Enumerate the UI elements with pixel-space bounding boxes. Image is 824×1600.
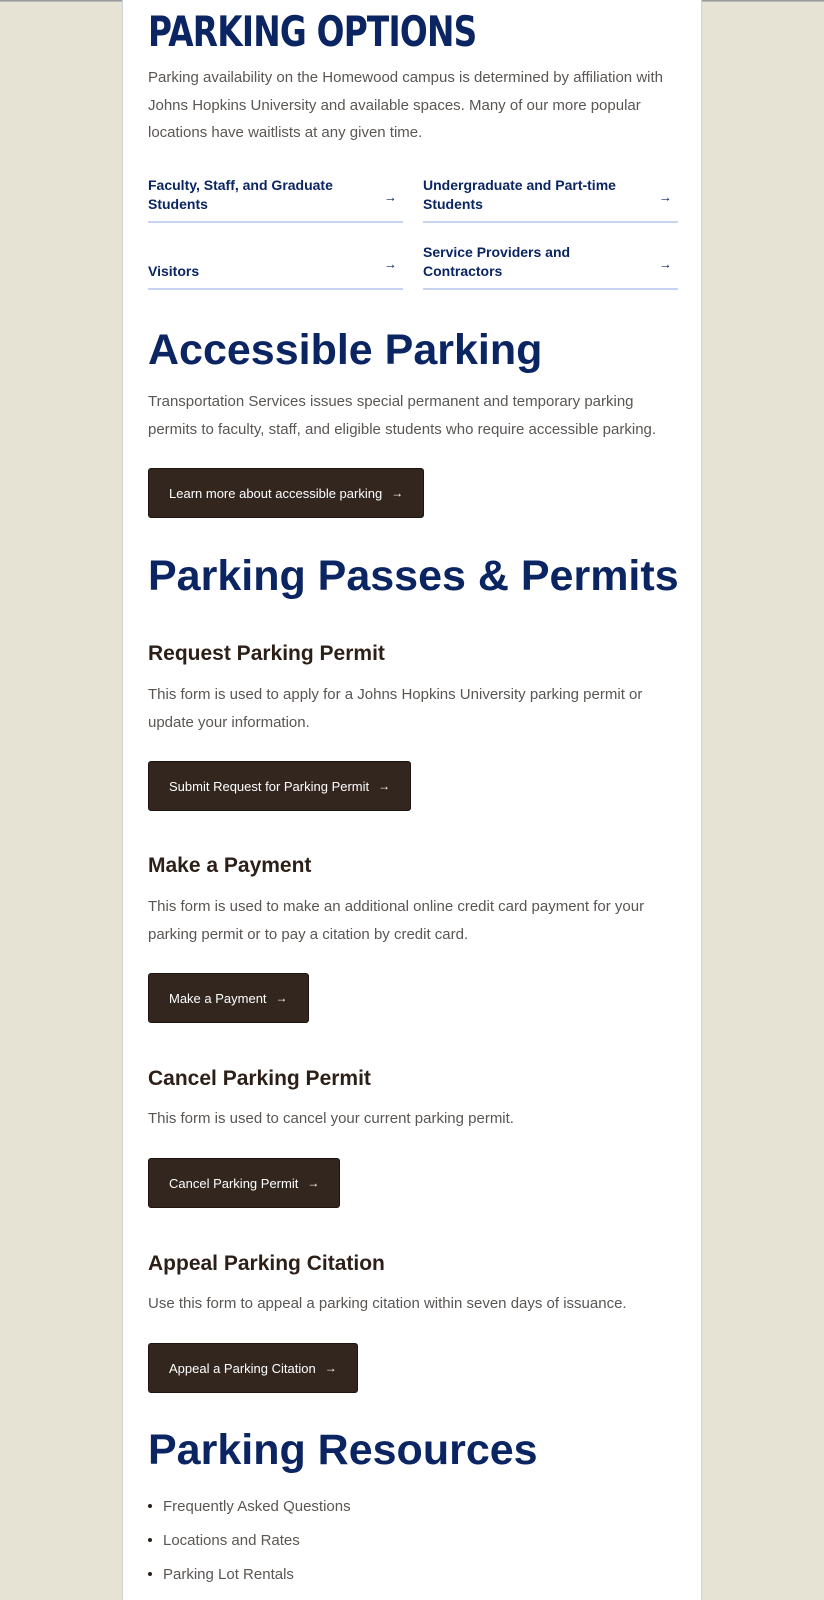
lot-rentals-link[interactable]: Parking Lot Rentals: [163, 1566, 294, 1583]
make-payment-button[interactable]: [148, 973, 309, 1023]
resources-list: [148, 1497, 351, 1599]
faq-link[interactable]: Frequently Asked Questions: [163, 1498, 351, 1515]
link-label: Service Providers and Contractors: [423, 244, 571, 279]
parking-resources-heading: Parking Resources: [148, 1426, 538, 1474]
make-payment-heading: Make a Payment: [148, 854, 312, 877]
locations-rates-link[interactable]: Locations and Rates: [163, 1532, 300, 1549]
link-undergraduate-part-time[interactable]: [423, 173, 678, 223]
parking-options-title: PARKING OPTIONS: [148, 7, 477, 56]
parking-passes-heading: Parking Passes & Permits: [148, 552, 679, 600]
bullet-icon: [148, 1538, 152, 1542]
make-payment-text: This form is used to make an additional online credit card payment for your parking permit or to pay a citation by credit card.: [148, 898, 645, 943]
button-label: Appeal a Parking Citation: [169, 1360, 316, 1376]
button-label: Submit Request for Parking Permit: [169, 778, 370, 794]
accessible-parking-heading: Accessible Parking: [148, 326, 543, 374]
bullet-icon: [148, 1572, 152, 1576]
cancel-permit-heading: Cancel Parking Permit: [148, 1067, 371, 1090]
accessible-parking-text: Transportation Services issues special permanent and temporary parking permits to faculty, staff, and eligible students who require accessible parking.: [148, 393, 657, 438]
list-item: [148, 1565, 351, 1599]
arrow-right-icon: →: [391, 486, 404, 500]
appeal-citation-button[interactable]: [148, 1343, 358, 1393]
list-item: [148, 1531, 351, 1565]
button-label: Learn more about accessible parking: [169, 485, 383, 501]
button-label: Cancel Parking Permit: [169, 1175, 299, 1191]
request-permit-heading: Request Parking Permit: [148, 642, 385, 665]
link-label: Undergraduate and Part-time Students: [423, 177, 616, 212]
bullet-icon: [148, 1504, 152, 1508]
link-label: Faculty, Staff, and Graduate Students: [148, 177, 333, 212]
link-faculty-staff-graduate[interactable]: [148, 173, 403, 223]
arrow-right-icon: →: [384, 189, 397, 205]
arrow-right-icon: →: [378, 779, 391, 793]
arrow-right-icon: →: [659, 256, 672, 272]
arrow-right-icon: →: [384, 256, 397, 272]
content-panel: [122, 0, 702, 1600]
cancel-permit-button[interactable]: [148, 1158, 340, 1208]
link-visitors[interactable]: [148, 240, 403, 290]
request-permit-text: This form is used to apply for a Johns Hopkins University parking permit or update your information.: [148, 686, 643, 731]
arrow-right-icon: →: [275, 991, 288, 1005]
arrow-right-icon: →: [307, 1176, 320, 1190]
appeal-citation-text: Use this form to appeal a parking citation within seven days of issuance.: [148, 1295, 627, 1312]
submit-permit-request-button[interactable]: [148, 761, 411, 811]
button-label: Make a Payment: [169, 990, 267, 1006]
parking-options-intro: Parking availability on the Homewood campus is determined by affiliation with Johns Hopkins University and available spaces. Many of our more popular locations have waitlists at any given time.: [148, 69, 663, 141]
cancel-permit-text: This form is used to cancel your current parking permit.: [148, 1110, 514, 1127]
list-item: [148, 1497, 351, 1531]
link-label: Visitors: [148, 262, 200, 279]
appeal-citation-heading: Appeal Parking Citation: [148, 1252, 385, 1275]
link-service-providers[interactable]: [423, 240, 678, 290]
arrow-right-icon: →: [659, 189, 672, 205]
accessible-parking-button[interactable]: [148, 468, 424, 518]
arrow-right-icon: →: [324, 1361, 337, 1375]
